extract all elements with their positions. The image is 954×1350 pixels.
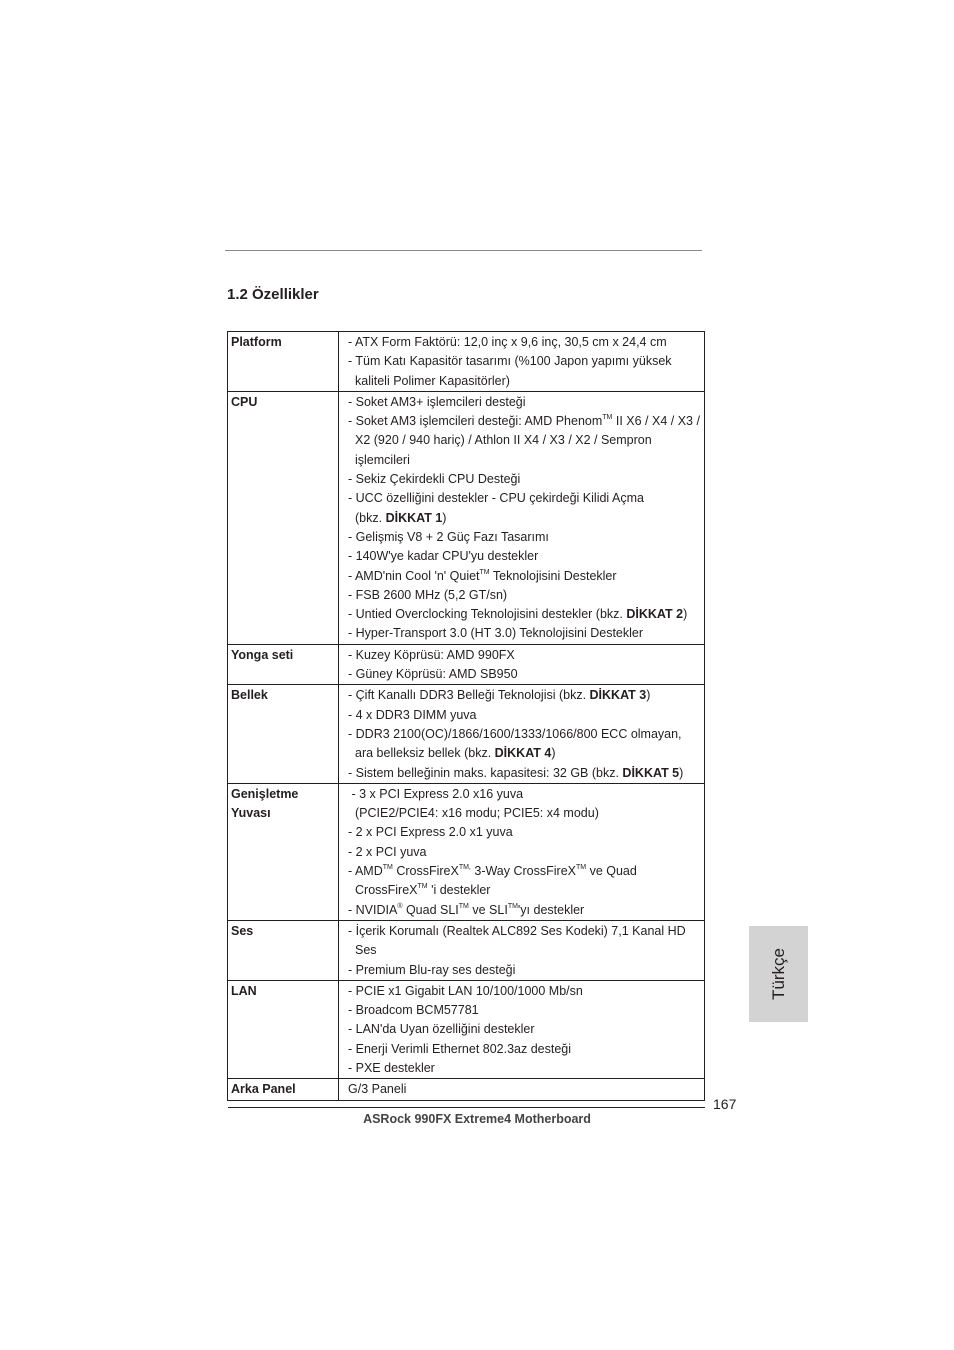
trademark-mark: TM <box>576 864 587 872</box>
spec-value: - 3 x PCI Express 2.0 x16 yuva (PCIE2/PCIE4: x16 modu; PCIE5: x4 modu) - 2 x PCI Express 2.0 x1 yuva - 2 x PCI yuva - AMD™ CrossFireX$^{TM,}$ 3-Way CrossFireX™ ve Quad CrossFireX™ 'i destekler - NVIDIA® Quad SLI™ ve SLI™'yı destekler <box>339 783 705 920</box>
spec-value: - Kuzey Köprüsü: AMD 990FX - Güney Köprüsü: AMD SB950 <box>339 644 705 685</box>
spec-row-chipset <box>228 644 705 685</box>
spec-row-expansion <box>228 783 705 920</box>
trademark-mark: TM, <box>458 864 471 872</box>
spec-row-cpu <box>228 391 705 644</box>
spec-value: - Çift Kanallı DDR3 Belleği Teknolojisi (bkz. DİKKAT 3) - 4 x DDR3 DIMM yuva - DDR3 2100(OC)/1866/1600/1333/1066/800 ECC olmayan, ara belleksiz bellek (bkz. DİKKAT 4) - Sistem belleğinin maks. kapasitesi: 32 GB (bkz. DİKKAT 5) <box>339 685 705 783</box>
page-number: 167 <box>713 1096 737 1112</box>
spec-label: Genişletme Yuvası <box>228 783 339 920</box>
footer-divider <box>228 1107 705 1108</box>
spec-table <box>227 331 705 1101</box>
spec-label: Arka Panel <box>228 1079 339 1100</box>
note-reference: DİKKAT 2 <box>626 607 684 622</box>
language-tab-label: Türkçe <box>768 948 788 1000</box>
top-divider <box>225 250 702 251</box>
spec-value: G/3 Paneli <box>339 1079 705 1100</box>
spec-value: - İçerik Korumalı (Realtek ALC892 Ses Kodeki) 7,1 Kanal HD Ses - Premium Blu-ray ses desteği <box>339 920 705 980</box>
spec-label: LAN <box>228 980 339 1078</box>
language-tab <box>749 926 808 1022</box>
note-reference: DİKKAT 1 <box>385 510 443 525</box>
trademark-mark: TM <box>479 568 490 576</box>
spec-label: Ses <box>228 920 339 980</box>
note-reference: DİKKAT 5 <box>622 765 680 780</box>
registered-mark: ® <box>397 902 403 910</box>
spec-row-lan <box>228 980 705 1078</box>
spec-row-rear-panel <box>228 1079 705 1100</box>
spec-label: Platform <box>228 332 339 392</box>
spec-value: - Soket AM3+ işlemcileri desteği - Soket AM3 işlemcileri desteği: AMD Phenom™ II X6 / X4 / X3 / X2 (920 / 940 hariç) / Athlon II X4 / X3 / X2 / Sempron işlemcileri - Sekiz Çekirdekli CPU Desteği - UCC özelliğini destekler - CPU çekirdeği Kilidi Açma (bkz. DİKKAT 1) - Gelişmiş V8 + 2 Güç Fazı Tasarımı - 140W'ye kadar CPU'yu destekler - AMD'nin Cool 'n' Quiet™ Teknolojisini Destekler - FSB 2600 MHz (5,2 GT/sn) - Untied Overclocking Teknolojisini destekler (bkz. DİKKAT 2) - Hyper-Transport 3.0 (HT 3.0) Teknolojisini Destekler <box>339 391 705 644</box>
spec-row-memory <box>228 685 705 783</box>
note-reference: DİKKAT 4 <box>494 746 552 761</box>
spec-value: - ATX Form Faktörü: 12,0 inç x 9,6 inç, 30,5 cm x 24,4 cm - Tüm Katı Kapasitör tasarımı (%100 Japon yapımı yüksek kaliteli Polimer Kapasitörler) <box>339 332 705 392</box>
trademark-mark: TM <box>602 414 613 422</box>
trademark-mark: TM <box>507 902 518 910</box>
trademark-mark: TM <box>458 902 469 910</box>
spec-label: Bellek <box>228 685 339 783</box>
spec-row-audio <box>228 920 705 980</box>
footer-product-name: ASRock 990FX Extreme4 Motherboard <box>363 1112 591 1126</box>
trademark-mark: TM <box>417 883 428 891</box>
note-reference: DİKKAT 3 <box>589 688 647 703</box>
spec-value: - PCIE x1 Gigabit LAN 10/100/1000 Mb/sn - Broadcom BCM57781 - LAN'da Uyan özelliğini destekler - Enerji Verimli Ethernet 802.3az desteği - PXE destekler <box>339 980 705 1078</box>
spec-row-platform <box>228 332 705 392</box>
spec-label: CPU <box>228 391 339 644</box>
trademark-mark: TM <box>382 864 393 872</box>
spec-label: Yonga seti <box>228 644 339 685</box>
section-title: 1.2 Özellikler <box>227 286 319 303</box>
